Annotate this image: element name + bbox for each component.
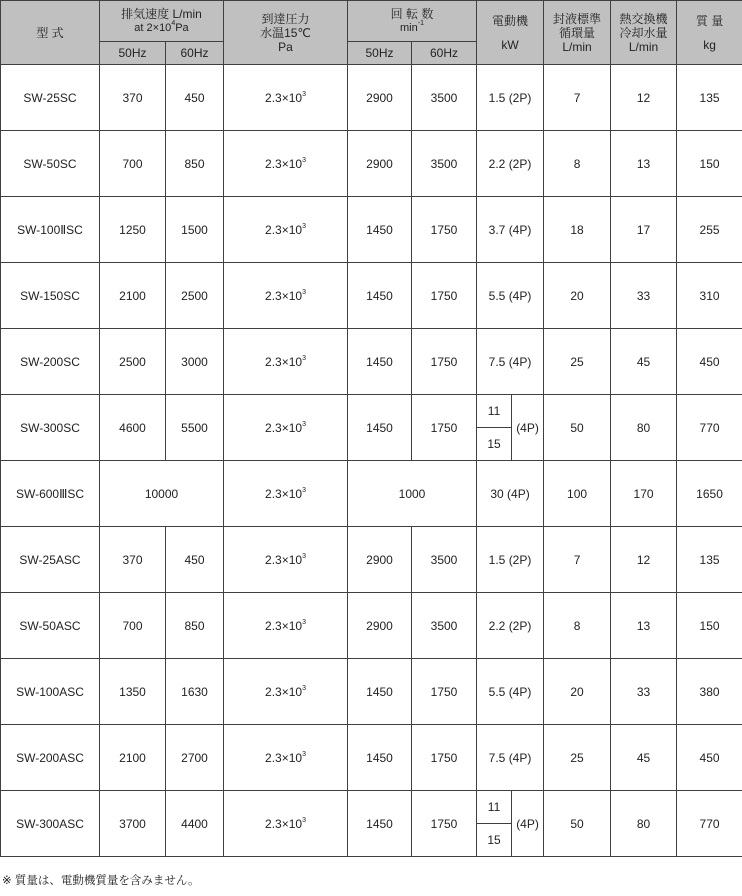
ultimate-pressure-condition: 水温15℃: [260, 25, 311, 40]
rotation-60hz-cell: 1750: [412, 197, 477, 263]
motor-title: 電動機: [492, 13, 529, 28]
model-cell: SW-50SC: [1, 131, 100, 197]
model-header: 型 式: [1, 1, 100, 65]
cooling-water-cell: 45: [611, 329, 677, 395]
table-row: [1, 395, 742, 428]
cooling-water-cell: 17: [611, 197, 677, 263]
motor-cell: 2.2 (2P): [477, 593, 544, 659]
seal-liquid-cell: 20: [544, 659, 611, 725]
exhaust-speed-title: 排気速度 L/min: [121, 7, 202, 21]
seal-liquid-cell: 8: [544, 593, 611, 659]
rotation-50hz-cell: 2900: [348, 65, 412, 131]
exhaust-speed-60hz-cell: 1630: [166, 659, 224, 725]
model-cell: SW-200SC: [1, 329, 100, 395]
exhaust-speed-50hz-cell: 1350: [100, 659, 166, 725]
ultimate-pressure-cell: $2.3\times 10^3$: [224, 131, 348, 197]
seal-liquid-title-2: 循環量: [559, 25, 596, 40]
exhaust-speed-60hz-cell: 2500: [166, 263, 224, 329]
rotation-50hz-cell: 1450: [348, 725, 412, 791]
ultimate-pressure-unit: Pa: [278, 39, 293, 54]
exhaust-speed-50hz-cell: 2100: [100, 263, 166, 329]
table-row: [1, 659, 742, 725]
motor-power-top-cell: 11: [477, 395, 512, 428]
rotation-60hz-header: 60Hz: [412, 42, 477, 65]
rotation-50hz-cell: 1450: [348, 329, 412, 395]
motor-cell: 3.7 (4P): [477, 197, 544, 263]
ultimate-pressure-cell: $2.3\times 10^3$: [224, 395, 348, 461]
rotation-60hz-cell: 3500: [412, 65, 477, 131]
motor-cell: 2.2 (2P): [477, 131, 544, 197]
heat-exchanger-title-2: 冷却水量: [619, 25, 668, 40]
mass-cell: 255: [677, 197, 742, 263]
ultimate-pressure-cell: $2.3\times 10^3$: [224, 725, 348, 791]
rotation-60hz-cell: 1750: [412, 329, 477, 395]
seal-liquid-unit: L/min: [562, 39, 592, 54]
table-row: [1, 725, 742, 791]
motor-poles-cell: (4P): [512, 395, 544, 461]
seal-liquid-cell: 100: [544, 461, 611, 527]
table-row: [1, 197, 742, 263]
exhaust-speed-50hz-cell: 3700: [100, 791, 166, 857]
footnote: ※ 質量は、電動機質量を含みません。: [2, 875, 200, 887]
mass-cell: 135: [677, 65, 742, 131]
motor-cell: 7.5 (4P): [477, 329, 544, 395]
cooling-water-cell: 13: [611, 593, 677, 659]
mass-unit: kg: [703, 37, 716, 52]
mass-cell: 450: [677, 725, 742, 791]
exhaust-speed-60hz-cell: 4400: [166, 791, 224, 857]
exhaust-speed-60hz-cell: 450: [166, 65, 224, 131]
exhaust-speed-50hz-cell: 700: [100, 593, 166, 659]
seal-liquid-cell: 18: [544, 197, 611, 263]
rotation-50hz-cell: 1450: [348, 197, 412, 263]
model-cell: SW-50ASC: [1, 593, 100, 659]
cooling-water-cell: 12: [611, 65, 677, 131]
ultimate-pressure-cell: $2.3\times 10^3$: [224, 461, 348, 527]
seal-liquid-header: [544, 1, 611, 65]
cooling-water-cell: 80: [611, 791, 677, 857]
exhaust-speed-50hz-cell: 370: [100, 527, 166, 593]
seal-liquid-cell: 25: [544, 725, 611, 791]
model-cell: SW-200ASC: [1, 725, 100, 791]
cooling-water-cell: 170: [611, 461, 677, 527]
rotation-cell: 1000: [348, 461, 477, 527]
rotation-50hz-cell: 1450: [348, 659, 412, 725]
seal-liquid-cell: 50: [544, 791, 611, 857]
rotation-60hz-cell: 1750: [412, 263, 477, 329]
cooling-water-cell: 45: [611, 725, 677, 791]
exhaust-speed-60hz-cell: 1500: [166, 197, 224, 263]
heat-exchanger-unit: L/min: [628, 39, 659, 54]
table-row: [1, 593, 742, 659]
exhaust-speed-50hz-cell: 700: [100, 131, 166, 197]
ultimate-pressure-header: [224, 1, 348, 65]
rotation-50hz-cell: 2900: [348, 593, 412, 659]
rotation-title: 回 転 数: [390, 7, 434, 21]
rotation-60hz-cell: 1750: [412, 659, 477, 725]
motor-cell: 30 (4P): [477, 461, 544, 527]
table-row: [1, 527, 742, 593]
rotation-50hz-cell: 1450: [348, 791, 412, 857]
ultimate-pressure-cell: $2.3\times 10^3$: [224, 527, 348, 593]
table-row: [1, 461, 742, 527]
mass-cell: 770: [677, 395, 742, 461]
table-body: [1, 65, 742, 857]
exhaust-speed-60hz-cell: 2700: [166, 725, 224, 791]
model-cell: SW-100ASC: [1, 659, 100, 725]
ultimate-pressure-cell: $2.3\times 10^3$: [224, 263, 348, 329]
exhaust-speed-condition: at $2\times 10^4Pa$: [134, 20, 189, 34]
exhaust-speed-60hz-cell: 450: [166, 527, 224, 593]
exhaust-speed-60hz-cell: 5500: [166, 395, 224, 461]
mass-cell: 450: [677, 329, 742, 395]
exhaust-speed-60hz-cell: 850: [166, 131, 224, 197]
mass-cell: 770: [677, 791, 742, 857]
exhaust-speed-header: [100, 1, 224, 42]
motor-cell: 5.5 (4P): [477, 263, 544, 329]
rotation-unit: $\min^{-1}$: [400, 20, 424, 34]
table-row: [1, 131, 742, 197]
exhaust-speed-cell: 10000: [100, 461, 224, 527]
motor-cell: 1.5 (2P): [477, 65, 544, 131]
mass-title: 質 量: [695, 13, 724, 28]
heat-exchanger-header: [611, 1, 677, 65]
seal-liquid-cell: 7: [544, 65, 611, 131]
rotation-60hz-cell: 1750: [412, 725, 477, 791]
motor-power-bottom-cell: 15: [477, 428, 512, 461]
ultimate-pressure-title: 到達圧力: [261, 11, 310, 26]
rotation-50hz-cell: 1450: [348, 395, 412, 461]
seal-liquid-title-1: 封液標準: [553, 11, 602, 26]
motor-power-top-cell: 11: [477, 791, 512, 824]
motor-unit: kW: [501, 37, 519, 52]
heat-exchanger-title-1: 熱交換機: [619, 11, 668, 26]
exhaust-speed-60hz-cell: 850: [166, 593, 224, 659]
mass-cell: 310: [677, 263, 742, 329]
exhaust-speed-60hz-header: 60Hz: [166, 42, 224, 65]
ultimate-pressure-cell: $2.3\times 10^3$: [224, 659, 348, 725]
rotation-50hz-cell: 1450: [348, 263, 412, 329]
exhaust-speed-50hz-cell: 2500: [100, 329, 166, 395]
model-cell: SW-25ASC: [1, 527, 100, 593]
mass-cell: 150: [677, 593, 742, 659]
model-cell: SW-300SC: [1, 395, 100, 461]
rotation-50hz-cell: 2900: [348, 131, 412, 197]
rotation-60hz-cell: 1750: [412, 395, 477, 461]
model-cell: SW-300ASC: [1, 791, 100, 857]
ultimate-pressure-cell: $2.3\times 10^3$: [224, 65, 348, 131]
rotation-60hz-cell: 3500: [412, 593, 477, 659]
seal-liquid-cell: 7: [544, 527, 611, 593]
mass-cell: 1650: [677, 461, 742, 527]
seal-liquid-cell: 8: [544, 131, 611, 197]
motor-cell: 7.5 (4P): [477, 725, 544, 791]
cooling-water-cell: 13: [611, 131, 677, 197]
table-row: [1, 791, 742, 824]
exhaust-speed-50hz-header: 50Hz: [100, 42, 166, 65]
ultimate-pressure-cell: $2.3\times 10^3$: [224, 197, 348, 263]
table-header: [1, 1, 742, 65]
cooling-water-cell: 33: [611, 263, 677, 329]
cooling-water-cell: 12: [611, 527, 677, 593]
mass-header: [677, 1, 742, 65]
rotation-header: [348, 1, 477, 42]
rotation-50hz-cell: 2900: [348, 527, 412, 593]
cooling-water-cell: 80: [611, 395, 677, 461]
table-row: [1, 329, 742, 395]
table-row: [1, 65, 742, 131]
rotation-60hz-cell: 3500: [412, 131, 477, 197]
model-cell: SW-150SC: [1, 263, 100, 329]
exhaust-speed-50hz-cell: 370: [100, 65, 166, 131]
motor-header: [477, 1, 544, 65]
exhaust-speed-50hz-cell: 2100: [100, 725, 166, 791]
seal-liquid-cell: 20: [544, 263, 611, 329]
seal-liquid-cell: 50: [544, 395, 611, 461]
motor-cell: 5.5 (4P): [477, 659, 544, 725]
ultimate-pressure-cell: $2.3\times 10^3$: [224, 593, 348, 659]
ultimate-pressure-cell: $2.3\times 10^3$: [224, 791, 348, 857]
ultimate-pressure-cell: $2.3\times 10^3$: [224, 329, 348, 395]
motor-poles-cell: (4P): [512, 791, 544, 857]
mass-cell: 150: [677, 131, 742, 197]
rotation-60hz-cell: 1750: [412, 791, 477, 857]
mass-cell: 135: [677, 527, 742, 593]
cooling-water-cell: 33: [611, 659, 677, 725]
motor-cell: 1.5 (2P): [477, 527, 544, 593]
exhaust-speed-50hz-cell: 1250: [100, 197, 166, 263]
rotation-60hz-cell: 3500: [412, 527, 477, 593]
table-row: [1, 263, 742, 329]
exhaust-speed-60hz-cell: 3000: [166, 329, 224, 395]
model-cell: SW-25SC: [1, 65, 100, 131]
exhaust-speed-50hz-cell: 4600: [100, 395, 166, 461]
model-cell: SW-600ⅢSC: [1, 461, 100, 527]
model-cell: SW-100ⅡSC: [1, 197, 100, 263]
rotation-50hz-header: 50Hz: [348, 42, 412, 65]
motor-power-bottom-cell: 15: [477, 824, 512, 857]
mass-cell: 380: [677, 659, 742, 725]
seal-liquid-cell: 25: [544, 329, 611, 395]
